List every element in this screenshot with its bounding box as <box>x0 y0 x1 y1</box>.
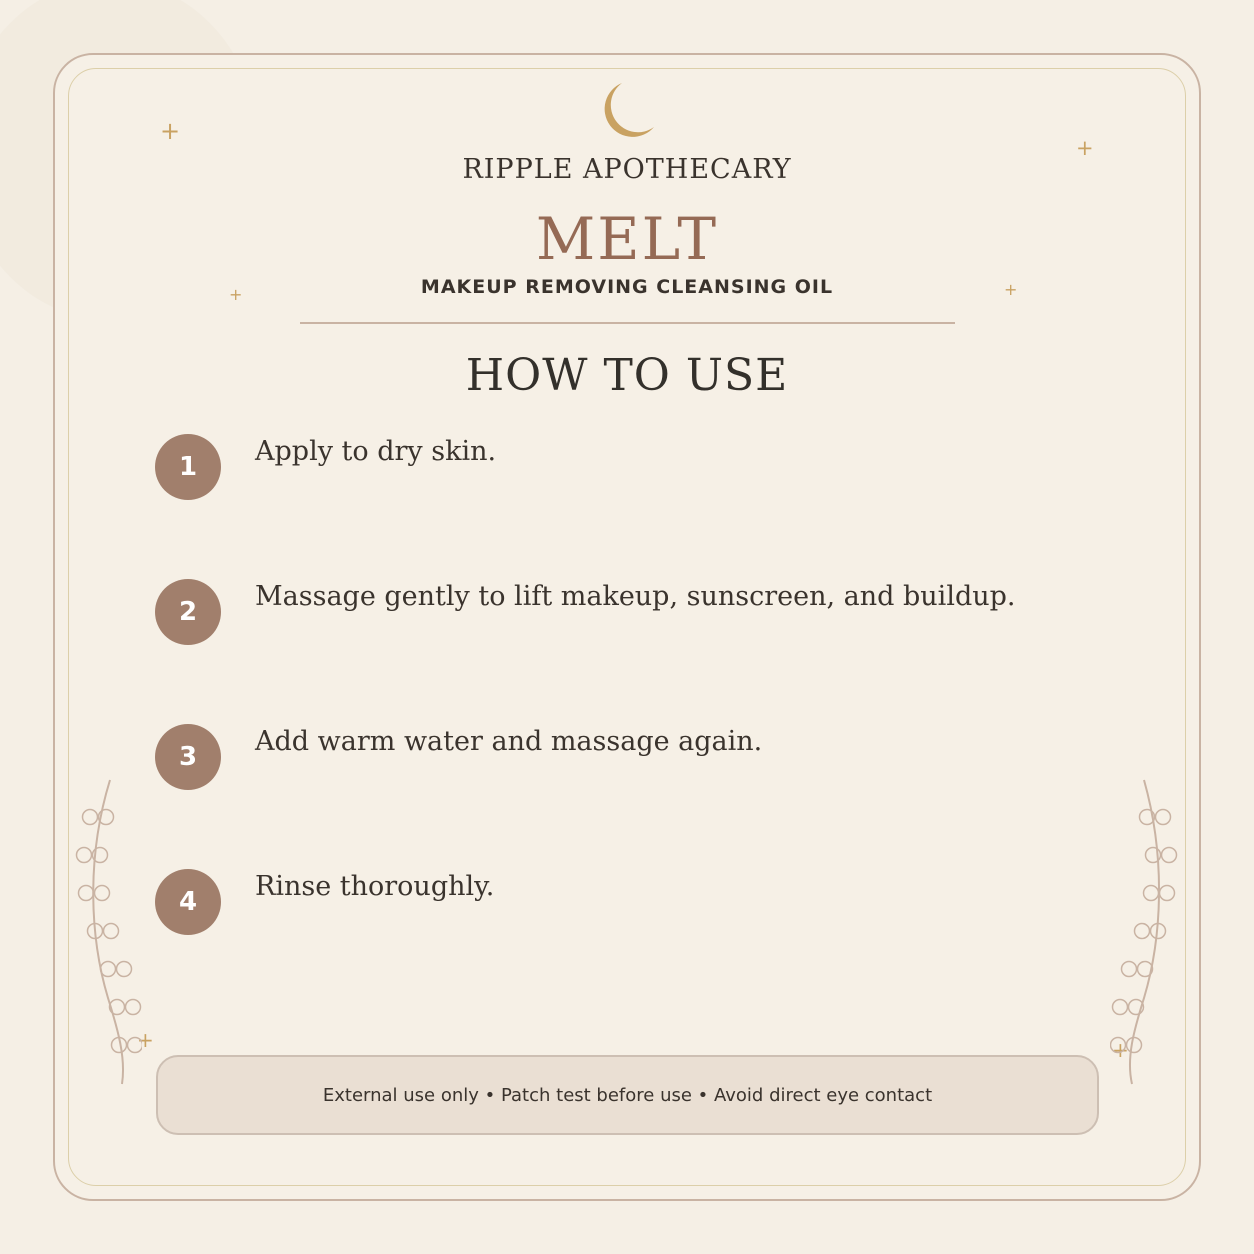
section-heading: HOW TO USE <box>465 350 789 401</box>
product-name: MELT <box>535 205 719 273</box>
botanical-sprig-icon <box>72 778 142 1088</box>
step-text: Massage gently to lift makeup, sunscreen, and buildup. <box>255 581 1016 612</box>
step-number-badge: 2 <box>155 579 221 645</box>
step-text: Rinse thoroughly. <box>255 871 495 902</box>
step-number-badge: 3 <box>155 724 221 790</box>
sparkle-icon: + <box>137 1028 154 1052</box>
brand-name: RIPPLE APOTHECARY <box>462 154 792 185</box>
product-subtitle: MAKEUP REMOVING CLEANSING OIL <box>420 276 834 298</box>
step-text: Add warm water and massage again. <box>255 726 763 757</box>
safety-notice <box>156 1055 1099 1135</box>
botanical-sprig-icon <box>1110 778 1180 1088</box>
sparkle-icon: + <box>160 117 181 145</box>
sparkle-icon: + <box>1112 1038 1129 1062</box>
safety-notice-text: External use only • Patch test before use • Avoid direct eye contact <box>322 1084 933 1106</box>
sparkle-icon: + <box>1076 136 1094 160</box>
step-text: Apply to dry skin. <box>255 436 497 467</box>
sparkle-icon: + <box>229 285 243 304</box>
step-number-badge: 1 <box>155 434 221 500</box>
step-number-badge: 4 <box>155 869 221 935</box>
divider <box>300 322 955 324</box>
sparkle-icon: + <box>1004 280 1018 299</box>
crescent-moon-icon <box>596 80 658 142</box>
